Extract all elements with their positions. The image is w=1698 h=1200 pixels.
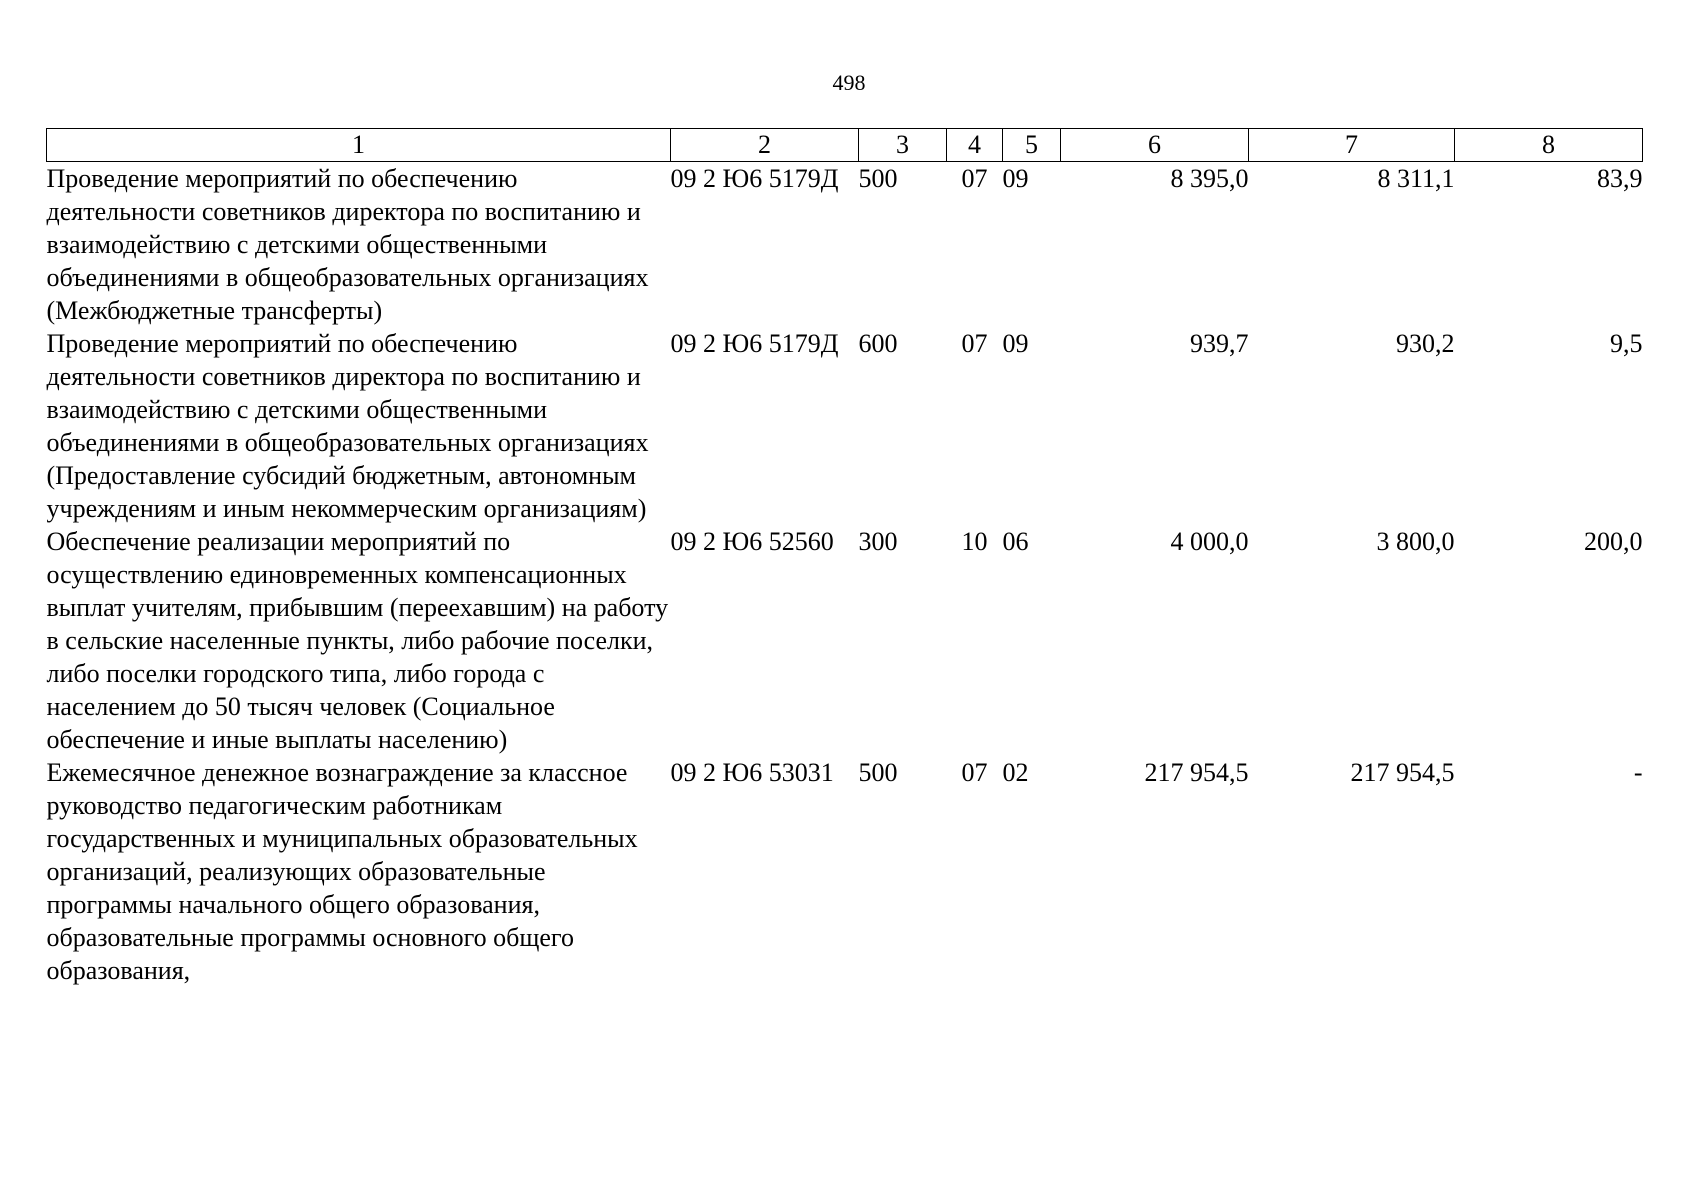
- row-value-8: -: [1633, 758, 1643, 787]
- row-expense-type: 300: [858, 527, 898, 556]
- row-name: Обеспечение реализации мероприятий по осуществлению единовременных компенсационных выплат учителям, прибывшим (переехавшим) на работу в сельские населенные пункты, либо рабочие поселки, либо поселки городского типа, либо города с населением до 50 тысяч человек (Социальное обеспечение и иные выплаты населению): [46, 527, 669, 754]
- row-code: 09 2 Ю6 5179Д: [670, 164, 839, 193]
- header-col-8: 8: [1455, 129, 1643, 162]
- table-row: [47, 525, 1643, 756]
- header-col-6: 6: [1061, 129, 1249, 162]
- row-value-6: 939,7: [1190, 329, 1249, 358]
- row-name: Проведение мероприятий по обеспечению деятельности советников директора по воспитанию и взаимодействию с детскими общественными объединениями в общеобразовательных организациях (Предоставление субсидий бюджетным, автономным учреждениям и иным некоммерческим организациям): [46, 329, 649, 523]
- row-value-7: 217 954,5: [1350, 758, 1455, 787]
- row-value-8: 200,0: [1584, 527, 1643, 556]
- row-subsection: 09: [1002, 164, 1029, 193]
- row-section: 07: [961, 164, 988, 193]
- row-value-8: 83,9: [1597, 164, 1643, 193]
- row-section: 10: [961, 527, 988, 556]
- row-subsection: 09: [1002, 329, 1029, 358]
- row-value-7: 3 800,0: [1376, 527, 1455, 556]
- row-value-6: 8 395,0: [1170, 164, 1249, 193]
- row-name: Проведение мероприятий по обеспечению деятельности советников директора по воспитанию и взаимодействию с детскими общественными объединениями в общеобразовательных организациях (Межбюджетные трансферты): [46, 164, 649, 325]
- header-col-4: 4: [947, 129, 1003, 162]
- row-value-7: 930,2: [1396, 329, 1455, 358]
- row-code: 09 2 Ю6 52560: [670, 527, 834, 556]
- row-expense-type: 500: [858, 164, 898, 193]
- header-col-5: 5: [1003, 129, 1061, 162]
- header-row: [47, 129, 1643, 162]
- row-subsection: 02: [1002, 758, 1029, 787]
- table-row: [47, 327, 1643, 525]
- budget-table: [46, 128, 1643, 987]
- row-expense-type: 500: [858, 758, 898, 787]
- row-section: 07: [961, 758, 988, 787]
- header-col-1: 1: [47, 129, 671, 162]
- header-col-2: 2: [671, 129, 859, 162]
- header-col-3: 3: [859, 129, 947, 162]
- row-subsection: 06: [1002, 527, 1029, 556]
- row-section: 07: [961, 329, 988, 358]
- row-expense-type: 600: [858, 329, 898, 358]
- header-col-7: 7: [1249, 129, 1455, 162]
- row-value-7: 8 311,1: [1377, 164, 1455, 193]
- row-name: Ежемесячное денежное вознаграждение за классное руководство педагогическим работникам государственных и муниципальных образовательных организаций, реализующих образовательные программы начального общего образования, образовательные программы основного общего образования,: [46, 758, 638, 985]
- row-value-8: 9,5: [1610, 329, 1643, 358]
- page-number: 498: [832, 70, 866, 95]
- row-code: 09 2 Ю6 53031: [670, 758, 834, 787]
- table-row: [47, 756, 1643, 987]
- row-code: 09 2 Ю6 5179Д: [670, 329, 839, 358]
- row-value-6: 217 954,5: [1144, 758, 1249, 787]
- table-row: [47, 162, 1643, 328]
- row-value-6: 4 000,0: [1170, 527, 1249, 556]
